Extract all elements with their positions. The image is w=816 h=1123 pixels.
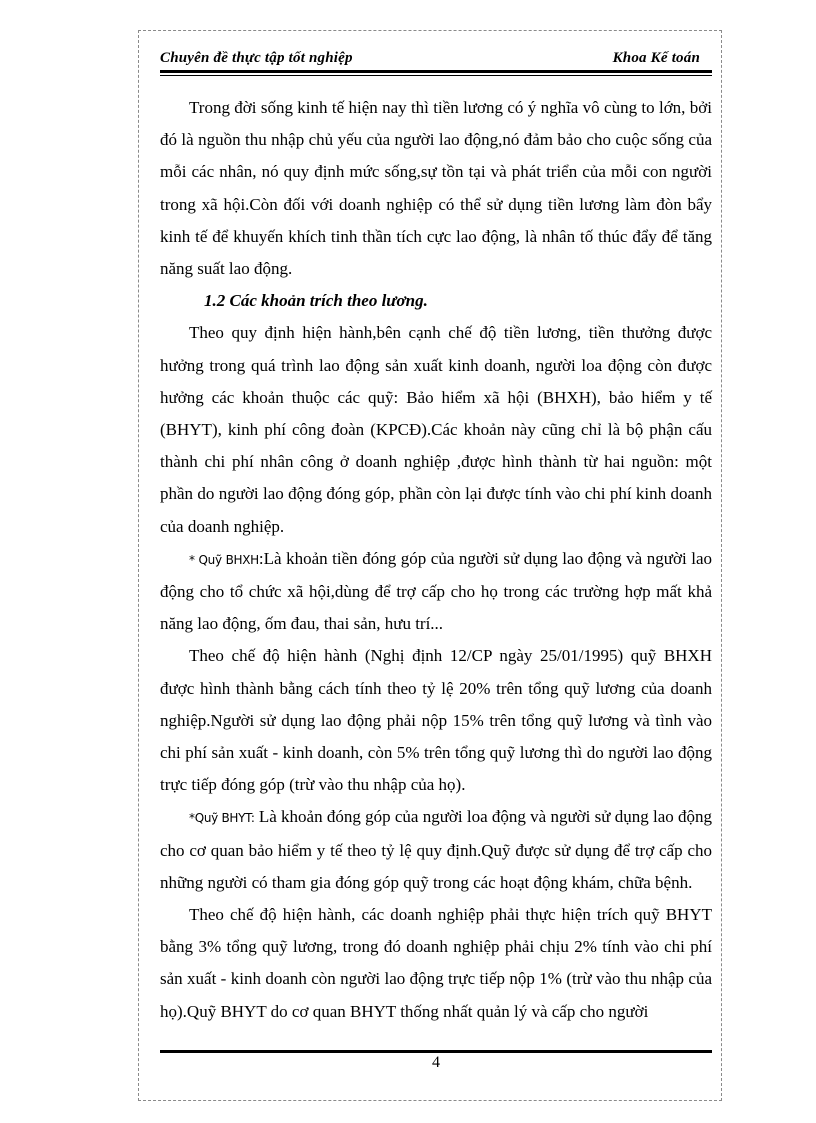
header-rule <box>160 70 712 73</box>
header-department: Khoa Kế toán <box>612 50 700 66</box>
bhyt-text: Là khoản đóng góp của người loa động và người sử dụng lao động cho cơ quan bảo hiểm y tế theo tỷ lệ quy định.Quỹ được sử dụng để trợ cấp cho những người có tham gia đóng góp quỹ trong các hoạt động khám, chữa bệnh. <box>160 807 713 892</box>
paragraph-deductions: Theo quy định hiện hành,bên cạnh chế độ tiền lương, tiền thưởng được hưởng trong quá trình lao động sản xuất kinh doanh, người loa động còn được hưởng các khoản thuộc các quỹ: Bảo hiểm xã hội (BHXH), bảo hiểm y tế (BHYT), kinh phí công đoàn (KPCĐ).Các khoản này cũng chỉ là bộ phận cấu thành chi phí nhân công ở doanh nghiệp ,được hình thành từ hai nguồn: một phần do người lao động đóng góp, phần còn lại được tính vào chi phí kinh doanh của doanh nghiệp. <box>160 323 712 536</box>
section-heading: 1.2 Các khoản trích theo lương. <box>204 291 428 311</box>
paragraph-wage-importance: Trong đời sống kinh tế hiện nay thì tiền lương có ý nghĩa vô cùng to lớn, bởi đó là nguồn thu nhập chủ yếu của người lao động,nó đảm bảo cho cuộc sống của mỗi các nhân, nó quy định mức sống,sự tồn tại và phát triển của mỗi con người trong xã hội.Còn đối với doanh nghiệp có thể sử dụng tiền lương làm đòn bẩy kinh tế để khuyến khích tinh thần tích cực lao động, là nhân tố thúc đẩy để tăng năng suất lao động. <box>160 98 712 279</box>
header-rule-thin <box>160 75 712 76</box>
paragraph-bhyt-definition <box>160 801 712 899</box>
bhxh-label: * Quỹ BHXH <box>189 552 259 567</box>
page-number: 4 <box>432 1054 440 1071</box>
footer-rule <box>160 1050 712 1053</box>
bhxh-text: :Là khoản tiền đóng góp của người sử dụng lao động và người lao động cho tổ chức xã hội,dùng để trợ cấp cho họ trong các trường hợp mất khả năng lao động, ốm đau, thai sản, hưu trí... <box>160 548 712 634</box>
paragraph-bhxh-definition <box>160 543 712 641</box>
document-body <box>160 92 712 1028</box>
paragraph-bhyt-regime: Theo chế độ hiện hành, các doanh nghiệp phải thực hiện trích quỹ BHYT bằng 3% tổng quỹ lương, trong đó doanh nghiệp phải chịu 2% tính vào chi phí sản xuất - kinh doanh còn người lao động trực tiếp nộp 1% (trừ vào thu nhập của họ).Quỹ BHYT do cơ quan BHYT thống nhất quản lý và cấp cho người <box>160 905 712 1021</box>
header-title: Chuyên đề thực tập tốt nghiệp <box>160 50 353 66</box>
paragraph-bhxh-regime: Theo chế độ hiện hành (Nghị định 12/CP ngày 25/01/1995) quỹ BHXH được hình thành bằng cách tính theo tỷ lệ 20% trên tổng quỹ lương của doanh nghiệp.Người sử dụng lao động phải nộp 15% trên tổng quỹ lương và tình vào chi phí sản xuất - kinh doanh, còn 5% trên tổng quỹ lương thì do người lao động trực tiếp đóng góp (trừ vào thu nhập của họ). <box>160 646 712 795</box>
bhyt-label: *Quỹ BHYT: <box>189 811 255 826</box>
page-header <box>160 46 712 72</box>
